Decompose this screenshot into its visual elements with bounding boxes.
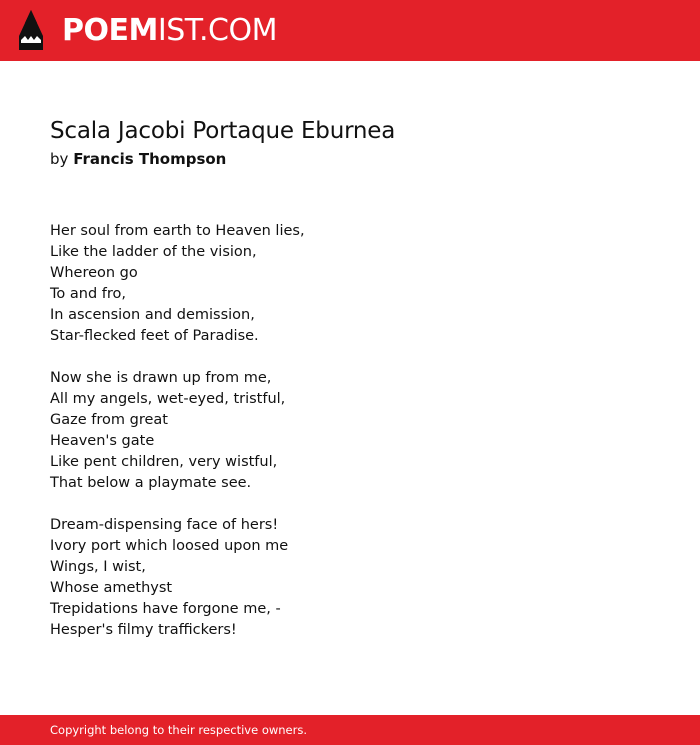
poem-line: Heaven's gate <box>50 433 155 449</box>
stanza <box>50 368 650 494</box>
poem-line: Now she is drawn up from me, <box>50 370 272 386</box>
poem-line: Dream-dispensing face of hers! <box>50 517 279 533</box>
poem-line: Star-flecked feet of Paradise. <box>50 328 259 344</box>
poem-line: Whose amethyst <box>50 580 173 596</box>
poem-line: In ascension and demission, <box>50 307 255 323</box>
site-header <box>0 0 700 61</box>
poem-container <box>50 116 650 662</box>
stanza <box>50 221 650 347</box>
copyright-notice: Copyright belong to their respective owners. <box>50 723 308 737</box>
poem-line: Wings, I wist, <box>50 559 146 575</box>
poem-line: Gaze from great <box>50 412 168 428</box>
poem-line: Trepidations have forgone me, - <box>50 601 281 617</box>
stanza <box>50 515 650 641</box>
poem-line: Whereon go <box>50 265 138 281</box>
site-logo[interactable] <box>62 12 277 50</box>
poem-line: Like the ladder of the vision, <box>50 244 257 260</box>
poem-author: Francis Thompson <box>73 150 227 168</box>
poem-line: Ivory port which loosed upon me <box>50 538 289 554</box>
poem-title: Scala Jacobi Portaque Eburnea <box>50 118 396 144</box>
poem-line: Hesper's filmy traffickers! <box>50 622 237 638</box>
logo-bold-text: POEM <box>62 13 158 48</box>
poem-line: To and fro, <box>50 286 126 302</box>
site-footer <box>0 715 700 745</box>
poem-line: That below a playmate see. <box>50 475 252 491</box>
pencil-tip-icon[interactable] <box>17 10 45 52</box>
poem-byline <box>50 149 650 169</box>
poem-body <box>50 221 650 641</box>
poem-line: All my angels, wet-eyed, tristful, <box>50 391 286 407</box>
poem-line: Her soul from earth to Heaven lies, <box>50 223 305 239</box>
logo-light-text: IST.COM <box>157 13 277 48</box>
poem-line: Like pent children, very wistful, <box>50 454 278 470</box>
byline-prefix: by <box>50 150 69 168</box>
